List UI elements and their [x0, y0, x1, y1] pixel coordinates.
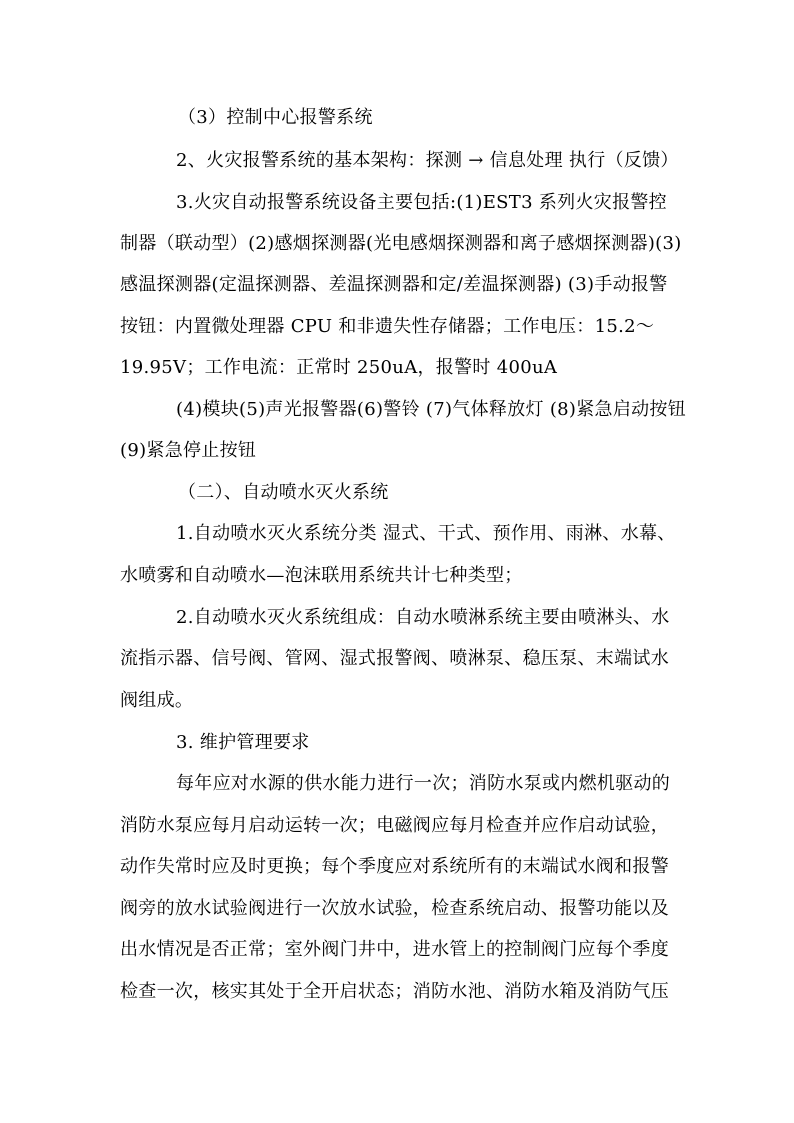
- paragraph-line: 按钮：内置微处理器 CPU 和非遗失性存储器；工作电压：15.2～: [120, 316, 655, 337]
- paragraph-line: 阀旁的放水试验阀进行一次放水试验，检查系统启动、报警功能以及: [120, 898, 669, 919]
- paragraph-line: 19.95V；工作电流：正常时 250uA，报警时 400uA: [120, 357, 558, 378]
- paragraph-line: 检查一次，核实其处于全开启状态；消防水池、消防水箱及消防气压: [120, 981, 669, 1002]
- paragraph-line: (4)模块(5)声光报警器(6)警铃 (7)气体释放灯 (8)紧急启动按钮: [176, 399, 687, 420]
- paragraph-line: 动作失常时应及时更换；每个季度应对系统所有的末端试水阀和报警: [120, 856, 669, 877]
- paragraph-line: 水喷雾和自动喷水—泡沫联用系统共计七种类型；: [120, 565, 523, 586]
- paragraph-line: 每年应对水源的供水能力进行一次；消防水泵或内燃机驱动的: [176, 773, 671, 794]
- paragraph-line: 出水情况是否正常；室外阀门井中，进水管上的控制阀门应每个季度: [120, 939, 669, 960]
- paragraph-line: 2、火灾报警系统的基本架构：探测 → 信息处理 执行（反馈）: [176, 150, 679, 171]
- subsection-heading-control-center: （3）控制中心报警系统: [178, 107, 373, 128]
- paragraph-line: 感温探测器(定温探测器、差温探测器和定/差温探测器) (3)手动报警: [120, 274, 668, 295]
- paragraph-line: (9)紧急停止按钮: [120, 440, 257, 461]
- paragraph-line: 流指示器、信号阀、管网、湿式报警阀、喷淋泵、稳压泵、末端试水: [120, 648, 669, 669]
- subsection-heading-maintenance: 3. 维护管理要求: [176, 732, 310, 753]
- paragraph-line: 制器（联动型）(2)感烟探测器(光电感烟探测器和离子感烟探测器)(3): [120, 233, 682, 254]
- section-heading-sprinkler-system: （二）、自动喷水灭火系统: [178, 482, 389, 503]
- paragraph-line: 1.自动喷水灭火系统分类 湿式、干式、预作用、雨淋、水幕、: [176, 523, 676, 544]
- paragraph-line: 阀组成。: [120, 690, 194, 711]
- paragraph-line: 消防水泵应每月启动运转一次；电磁阀应每月检查并应作启动试验，: [120, 815, 669, 836]
- paragraph-line: 3.火灾自动报警系统设备主要包括:(1)EST3 系列火灾报警控: [176, 192, 667, 213]
- paragraph-line: 2.自动喷水灭火系统组成：自动水喷淋系统主要由喷淋头、水: [176, 607, 670, 628]
